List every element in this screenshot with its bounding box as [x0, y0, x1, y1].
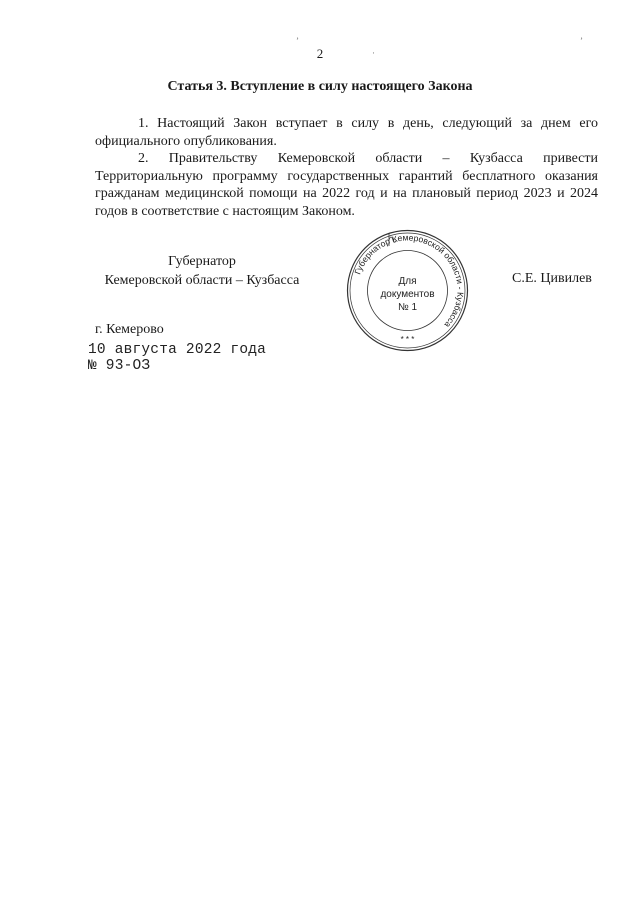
page-number: 2: [316, 46, 324, 61]
city: г. Кемерово: [95, 322, 164, 337]
scan-artifact: ’: [296, 36, 299, 46]
seal-center-line-3: № 1: [397, 302, 418, 313]
governor-name: С.Е. Цивилев: [512, 271, 592, 286]
governor-title: [95, 252, 309, 290]
seal-ring-text: Губернатор Кемеровской области - Кузбасса: [352, 232, 466, 330]
law-date: 10 августа 2022 года: [88, 342, 267, 358]
seal-center-line-2: документов: [380, 289, 435, 300]
governor-title-line-1: Губернатор: [168, 254, 236, 269]
paragraph-text: 1. Настоящий Закон вступает в силу в день, следующий за днем его официального опубликования.: [95, 116, 598, 149]
scan-artifact: ·: [372, 48, 375, 58]
official-seal: [345, 228, 470, 353]
article-paragraph-2: [95, 150, 598, 220]
law-number: № 93-ОЗ: [88, 358, 151, 374]
article-paragraph-1: [95, 115, 598, 150]
article-heading: Статья 3. Вступление в силу настоящего Закона: [167, 79, 473, 94]
seal-graphic: [345, 228, 470, 353]
seal-center-line-1: Для: [398, 276, 417, 287]
paragraph-text: 2. Правительству Кемеровской области – Кузбасса привести Территориальную программу государственных гарантий бесплатного оказания гражданам медицинской помощи на 2022 год и на плановый период 2023 и 2024 годов в соответствие с настоящим Законом.: [95, 151, 598, 219]
scan-artifact: ’: [580, 36, 583, 46]
seal-stars: * * *: [400, 335, 415, 344]
governor-title-line-2: Кемеровской области – Кузбасса: [104, 273, 300, 288]
